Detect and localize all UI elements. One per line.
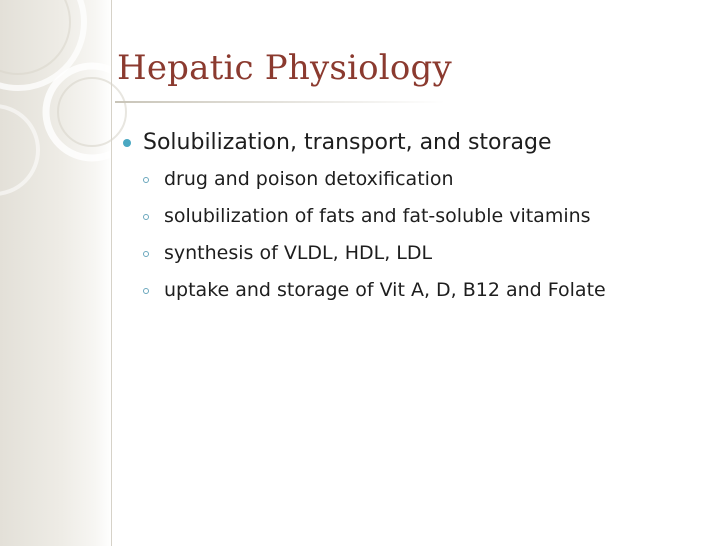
sub-bullet-text: uptake and storage of Vit A, D, B12 and Folate (164, 278, 606, 301)
sub-bullet-item (143, 197, 713, 234)
sub-bullet-text: solubilization of fats and fat-soluble vitamins (164, 204, 591, 227)
bullet-item (123, 124, 713, 160)
vertical-divider (111, 0, 112, 546)
sub-bullet-item (143, 234, 713, 271)
filled-bullet-icon (123, 139, 131, 147)
hollow-bullet-icon (143, 177, 149, 183)
sub-bullet-item (143, 160, 713, 197)
slide-body (123, 124, 713, 308)
hollow-bullet-icon (143, 288, 149, 294)
bullet-text: Solubilization, transport, and storage (143, 129, 552, 155)
sub-bullet-text: synthesis of VLDL, HDL, LDL (164, 241, 433, 264)
sub-bullet-text: drug and poison detoxification (164, 167, 454, 190)
slide-title: Hepatic Physiology (117, 48, 452, 88)
hollow-bullet-icon (143, 214, 149, 220)
sub-bullet-item (143, 271, 713, 308)
hollow-bullet-icon (143, 251, 149, 257)
title-underline (115, 101, 445, 103)
